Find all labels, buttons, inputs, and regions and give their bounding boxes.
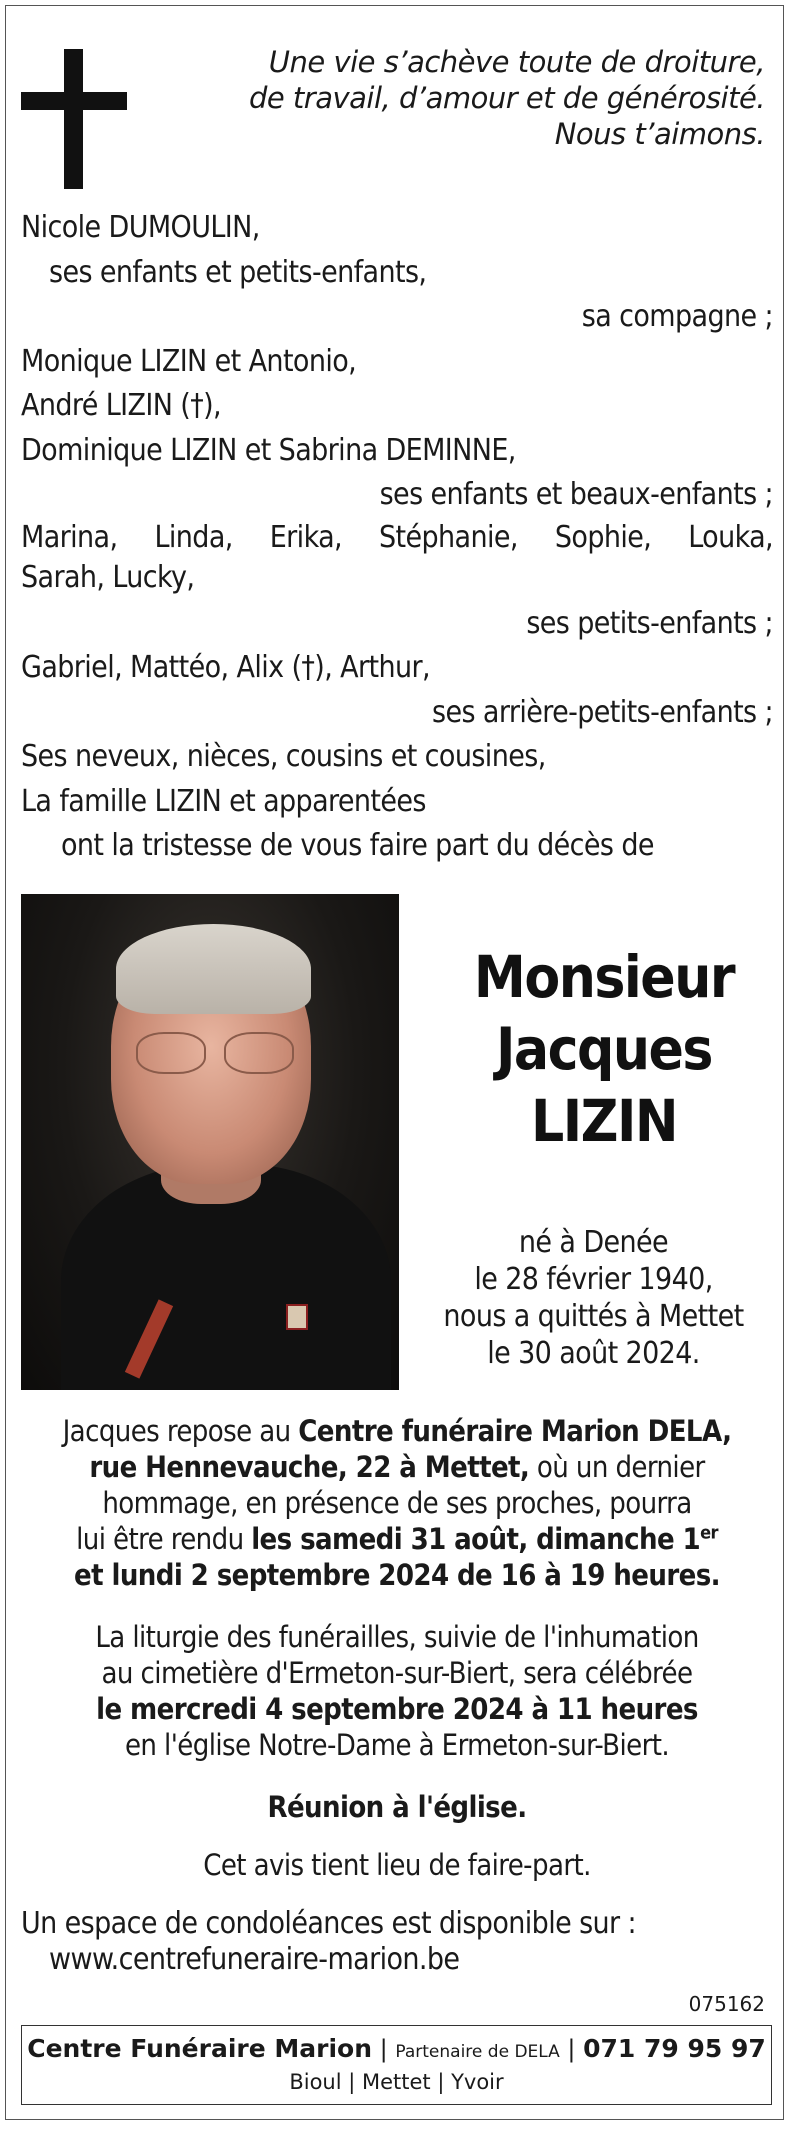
motto-line: de travail, d’amour et de générosité. bbox=[248, 81, 765, 115]
family-list bbox=[21, 206, 773, 869]
condolences-link[interactable]: www.centrefuneraire-marion.be bbox=[49, 1942, 460, 1977]
family-relation: ses petits-enfants ; bbox=[526, 605, 773, 641]
name-first: Jacques bbox=[495, 1015, 712, 1083]
family-line: Gabriel, Mattéo, Alix (†), Arthur, bbox=[21, 650, 430, 685]
funeral-date: le mercredi 4 septembre 2024 à 11 heures bbox=[96, 1692, 698, 1726]
deceased-photo bbox=[21, 894, 399, 1390]
venue: Centre funéraire Marion DELA, bbox=[298, 1414, 732, 1448]
address: rue Hennevauche, 22 à Mettet, bbox=[89, 1450, 530, 1484]
text: La liturgie des funérailles, suivie de l'inhumation bbox=[95, 1620, 699, 1654]
funeral-home-name: Centre Funéraire Marion bbox=[27, 2034, 373, 2063]
family-line: Monique LIZIN et Antonio, bbox=[21, 343, 357, 379]
family-line: Marina, Linda, Erika, Stéphanie, Sophie, Louka, bbox=[21, 519, 773, 555]
announcement-line: ont la tristesse de vous faire part du décès de bbox=[61, 828, 654, 863]
cross-icon bbox=[21, 49, 127, 189]
text: hommage, en présence de ses proches, pourra bbox=[102, 1486, 692, 1520]
visitation-text bbox=[21, 1413, 773, 1593]
born-date: le 28 février 1940, bbox=[474, 1262, 713, 1297]
born-place: né à Denée bbox=[518, 1225, 669, 1260]
family-line: Dominique LIZIN et Sabrina DEMINNE, bbox=[21, 432, 516, 468]
text: en l'église Notre-Dame à Ermeton-sur-Biert. bbox=[124, 1728, 670, 1762]
family-line: André LIZIN (†), bbox=[21, 388, 222, 423]
family-line: ses enfants et petits-enfants, bbox=[49, 254, 427, 290]
separator: | bbox=[372, 2035, 396, 2063]
text: lui être rendu bbox=[76, 1522, 252, 1556]
reference-number: 075162 bbox=[688, 1992, 765, 2016]
family-relation: ses enfants et beaux-enfants ; bbox=[379, 477, 773, 512]
liturgy-text bbox=[21, 1619, 773, 1763]
family-line: Nicole DUMOULIN, bbox=[21, 210, 260, 245]
meeting: Réunion à l'église. bbox=[267, 1790, 527, 1824]
family-line: Ses neveux, nièces, cousins et cousines, bbox=[21, 739, 546, 774]
funeral-home-footer bbox=[21, 2025, 772, 2105]
ordinal: er bbox=[700, 1522, 718, 1544]
died-date: le 30 août 2024. bbox=[487, 1336, 700, 1371]
phone-number: 071 79 95 97 bbox=[583, 2034, 766, 2063]
text: où un dernier bbox=[529, 1450, 705, 1484]
life-dates bbox=[406, 1224, 781, 1372]
obituary-page bbox=[5, 5, 784, 2120]
deceased-name bbox=[426, 941, 782, 1157]
died-place: nous a quittés à Mettet bbox=[443, 1299, 744, 1334]
visitation-hours: et lundi 2 septembre 2024 de 16 à 19 heures. bbox=[74, 1558, 720, 1592]
name-title: Monsieur bbox=[473, 943, 735, 1011]
name-last: LIZIN bbox=[530, 1087, 678, 1155]
motto bbox=[249, 44, 765, 152]
notice: Cet avis tient lieu de faire-part. bbox=[203, 1848, 591, 1882]
separator: | bbox=[559, 2035, 584, 2063]
family-relation: ses arrière-petits-enfants ; bbox=[432, 694, 773, 730]
condolences bbox=[21, 1906, 636, 1978]
meeting-text bbox=[21, 1789, 773, 1825]
notice-text bbox=[21, 1847, 773, 1883]
partner-label: Partenaire de DELA bbox=[395, 2042, 560, 2062]
family-line: Sarah, Lucky, bbox=[21, 559, 195, 595]
family-relation: sa compagne ; bbox=[581, 299, 773, 334]
text: au cimetière d'Ermeton-sur-Biert, sera célébrée bbox=[101, 1656, 693, 1690]
condolences-text: Un espace de condoléances est disponible sur : bbox=[21, 1906, 636, 1941]
visitation-dates: les samedi 31 août, dimanche 1 bbox=[251, 1522, 701, 1556]
text: Jacques repose au bbox=[62, 1414, 299, 1448]
locations: Bioul | Mettet | Yvoir bbox=[289, 2070, 504, 2094]
family-line: La famille LIZIN et apparentées bbox=[21, 783, 426, 819]
motto-line: Une vie s’achève toute de droiture, bbox=[268, 45, 765, 79]
motto-line: Nous t’aimons. bbox=[554, 117, 765, 151]
